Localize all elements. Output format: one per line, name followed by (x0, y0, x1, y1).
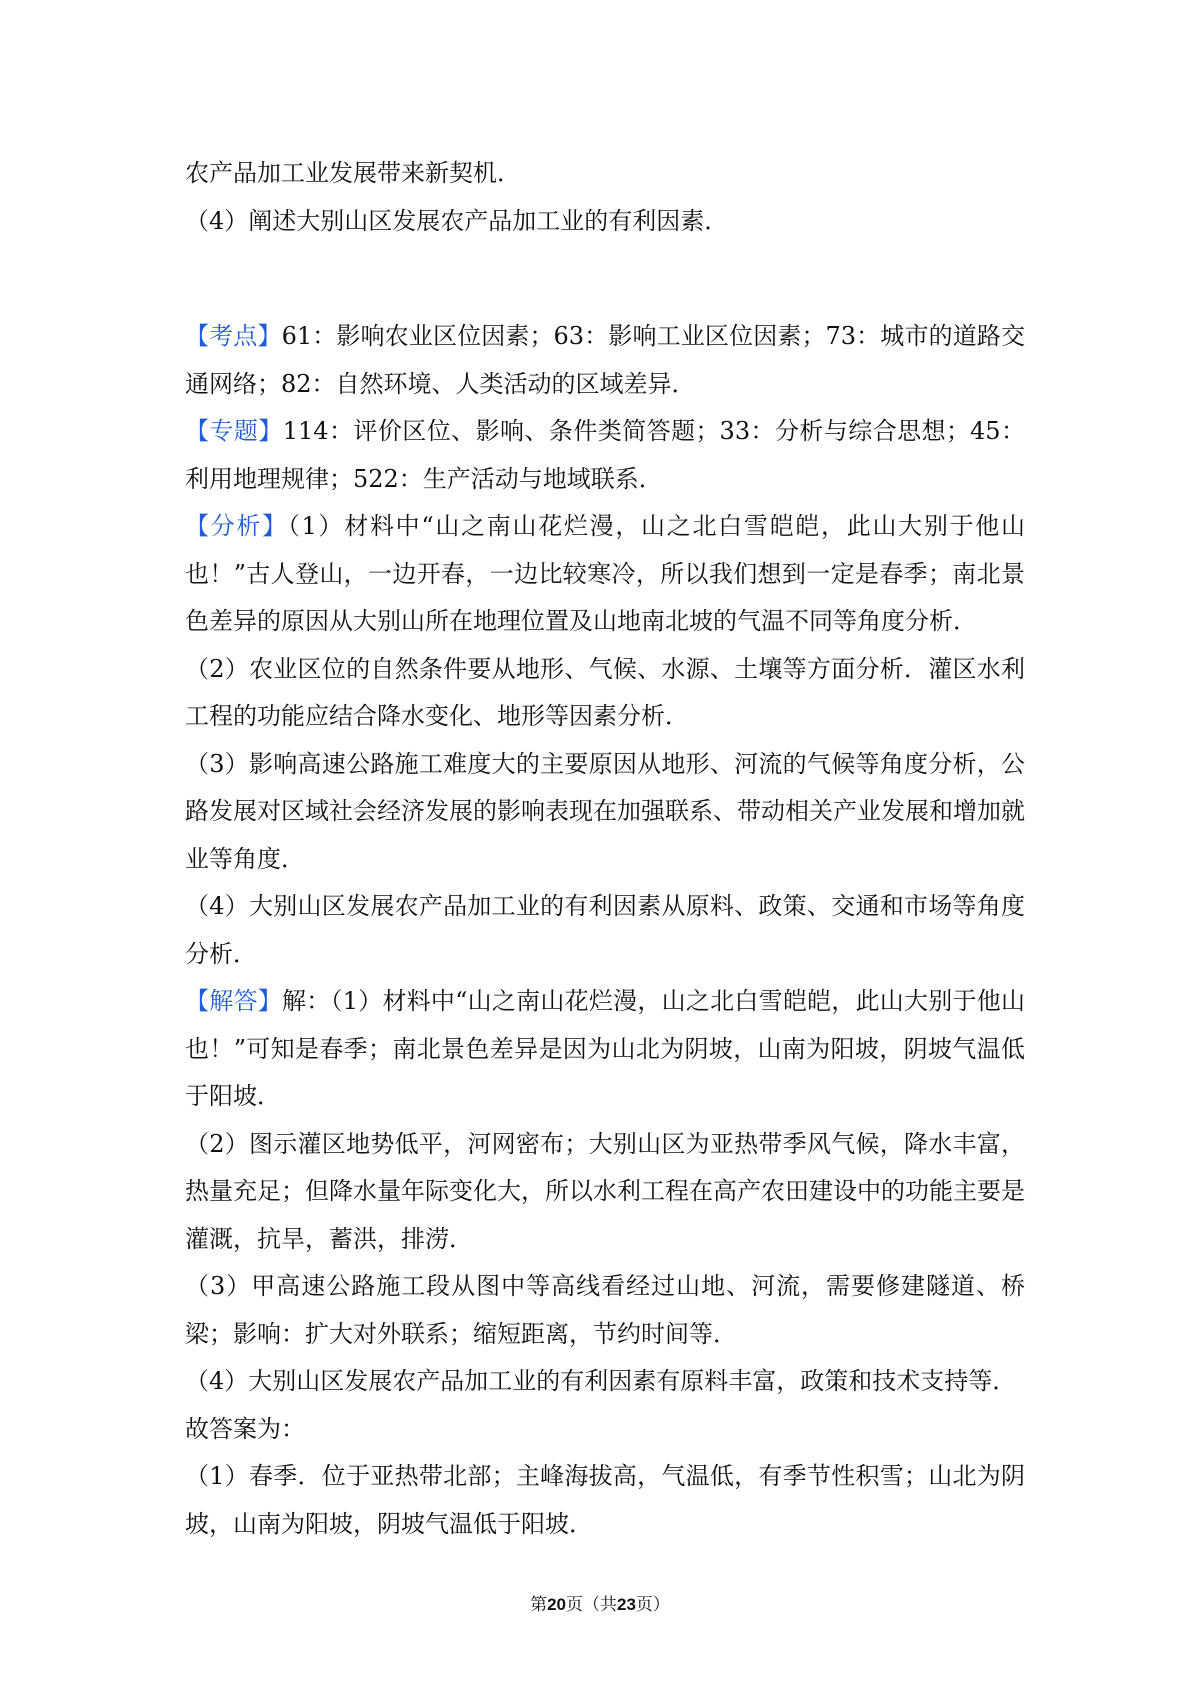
jieda-section (185, 978, 1025, 1121)
zhuanti-text: 114：评价区位、影响、条件类简答题；33：分析与综合思想；45：利用地理规律；522：生产活动与地域联系． (185, 417, 1025, 493)
fenxi-p1: （1）材料中“山之南山花烂漫，山之北白雪皑皑，此山大别于他山也！”古人登山，一边开春，一边比较寒冷，所以我们想到一定是春季；南北景色差异的原因从大别山所在地理位置及山地南北坡的气温不同等角度分析． (185, 512, 1025, 635)
jieda-p5: 故答案为： (185, 1414, 305, 1443)
jieda-tag: 【解答】 (185, 987, 282, 1015)
jieda-p4: （4）大别山区发展农产品加工业的有利因素有原料丰富，政策和技术支持等． (185, 1367, 1017, 1395)
fenxi-section (185, 503, 1025, 646)
footer-mid: 页（共 (566, 1595, 617, 1615)
footer-post: 页） (635, 1595, 670, 1615)
jieda-p6: （1）春季．位于亚热带北部；主峰海拔高，气温低，有季节性积雪；山北为阴坡，山南为阳坡，阴坡气温低于阳坡． (185, 1462, 1025, 1538)
question-4: （4）阐述大别山区发展农产品加工业的有利因素． (185, 206, 729, 235)
footer-pre: 第 (530, 1595, 548, 1615)
zhuanti-tag: 【专题】 (185, 417, 283, 445)
fenxi-p3: （3）影响高速公路施工难度大的主要原因从地形、河流的气候等角度分析，公路发展对区域社会经济发展的影响表现在加强联系、带动相关产业发展和增加就业等角度． (185, 749, 1025, 873)
jieda-p3: （3）甲高速公路施工段从图中等高线看经过山地、河流，需要修建隧道、桥梁；影响：扩大对外联系；缩短距离，节约时间等． (185, 1272, 1025, 1348)
fenxi-tag: 【分析】 (185, 512, 288, 540)
jieda-p1: 解：（1）材料中“山之南山花烂漫，山之北白雪皑皑，此山大别于他山也！”可知是春季；南北景色差异是因为山北为阴坡，山南为阳坡，阴坡气温低于阳坡． (185, 987, 1025, 1110)
fenxi-p4: （4）大别山区发展农产品加工业的有利因素从原料、政策、交通和市场等角度分析． (185, 892, 1025, 968)
fenxi-p2: （2）农业区位的自然条件要从地形、气候、水源、土壤等方面分析．灌区水利工程的功能应结合降水变化、地形等因素分析． (185, 654, 1025, 730)
zhuanti-section (185, 408, 1025, 503)
text-line: 农产品加工业发展带来新契机． (185, 159, 521, 187)
page-number: 20 (547, 1595, 566, 1614)
section-gap (185, 245, 1025, 313)
kaodian-text: 61：影响农业区位因素；63：影响工业区位因素；73：城市的道路交通网络；82：自然环境、人类活动的区域差异． (185, 322, 1026, 398)
kaodian-tag: 【考点】 (185, 322, 282, 350)
jieda-p2: （2）图示灌区地势低平，河网密布；大别山区为亚热带季风气候，降水丰富，热量充足；但降水量年际变化大，所以水利工程在高产农田建设中的功能主要是灌溉，抗旱，蓄洪，排涝． (185, 1129, 1025, 1253)
page-total: 23 (617, 1595, 636, 1614)
kaodian-section (185, 313, 1025, 408)
page-footer (0, 1593, 1200, 1617)
page-content (185, 150, 1025, 1548)
